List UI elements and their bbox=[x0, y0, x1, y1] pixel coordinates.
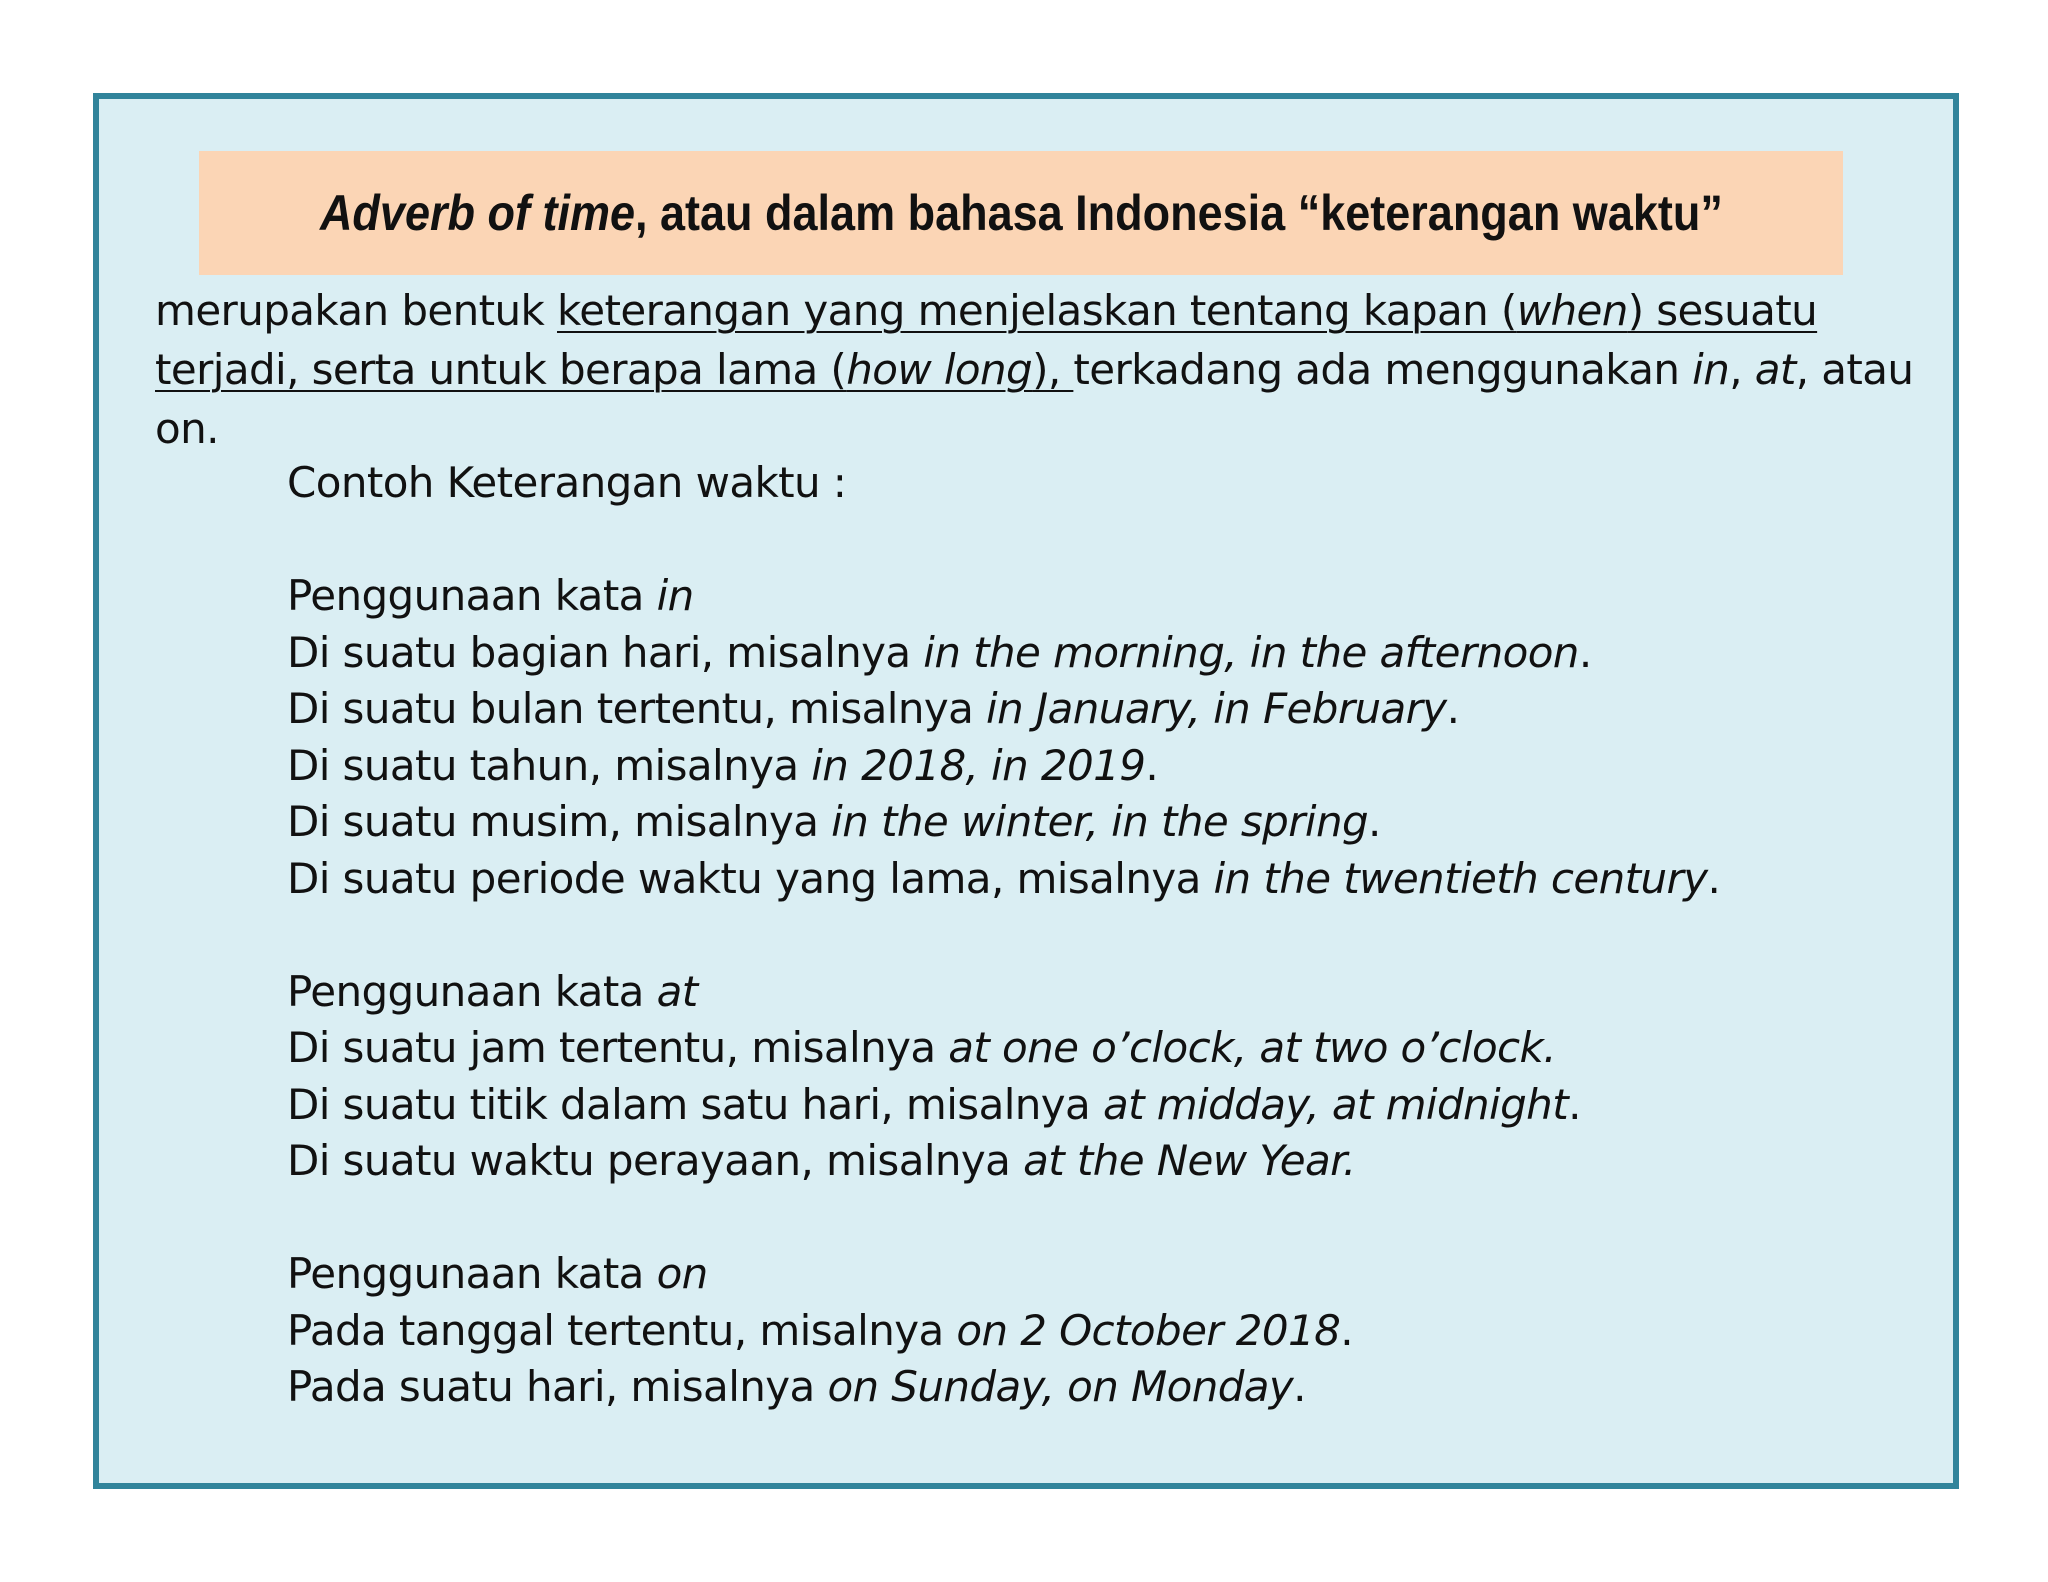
example-text: Di suatu jam tertentu, misalnya bbox=[287, 1023, 949, 1072]
example-end: . bbox=[1568, 1079, 1581, 1129]
spacer bbox=[287, 512, 1720, 569]
example-phrase: at the New Year. bbox=[1023, 1136, 1356, 1185]
title-rest: , atau dalam bahasa Indonesia “keterangan waktu” bbox=[634, 185, 1723, 241]
example-phrase: in the winter, in the spring bbox=[831, 797, 1369, 846]
example-text: Di suatu tahun, misalnya bbox=[287, 740, 812, 790]
definition-line-1 bbox=[155, 281, 1935, 340]
example-end: . bbox=[1145, 740, 1159, 790]
section-heading-in bbox=[287, 568, 1720, 625]
example-item bbox=[287, 1303, 1720, 1360]
section-keyword: in bbox=[656, 571, 694, 620]
definition-text: merupakan bentuk bbox=[155, 286, 558, 335]
definition-line-3: on. bbox=[155, 404, 219, 453]
definition-underlined-end: ) sesuatu bbox=[1627, 286, 1818, 335]
example-item bbox=[287, 1133, 1720, 1190]
definition-underlined-2 bbox=[155, 345, 1073, 394]
title-italic: Adverb of time bbox=[319, 185, 635, 241]
section-keyword: at bbox=[656, 966, 698, 1016]
definition-line-2 bbox=[155, 340, 1935, 399]
example-end: . bbox=[1293, 1362, 1306, 1411]
definition-underlined-text: keterangan yang menjelaskan tentang kapan ( bbox=[557, 286, 1517, 335]
definition-underlined-text: terjadi, serta untuk berapa lama ( bbox=[155, 345, 847, 394]
definition-italic-at: at bbox=[1754, 345, 1796, 394]
section-heading-text: Penggunaan kata bbox=[287, 571, 657, 620]
example-item bbox=[287, 794, 1720, 851]
example-end: . bbox=[1446, 684, 1460, 733]
example-item bbox=[287, 1359, 1720, 1416]
example-phrase: on Sunday, on Monday bbox=[827, 1362, 1294, 1411]
definition-text: terkadang ada menggunakan bbox=[1073, 345, 1693, 394]
section-heading-text: Penggunaan kata bbox=[287, 966, 657, 1016]
definition-comma: , bbox=[1729, 345, 1755, 394]
example-text: Di suatu titik dalam satu hari, misalnya bbox=[287, 1079, 1103, 1129]
example-item bbox=[287, 851, 1720, 908]
example-item bbox=[287, 1077, 1720, 1134]
section-keyword: on bbox=[656, 1249, 708, 1298]
definition-paragraph bbox=[155, 281, 1935, 458]
example-end: . bbox=[1368, 797, 1381, 846]
example-end: . bbox=[1578, 627, 1592, 677]
examples-list bbox=[287, 455, 1720, 1416]
definition-text: , atau bbox=[1795, 345, 1914, 394]
section-heading-text: Penggunaan kata bbox=[287, 1249, 657, 1298]
example-phrase: in January, in February bbox=[986, 684, 1447, 733]
example-item bbox=[287, 1020, 1720, 1077]
example-end: . bbox=[1707, 853, 1721, 903]
example-item bbox=[287, 625, 1720, 682]
example-phrase: in the twentieth century bbox=[1213, 853, 1708, 903]
example-phrase: at one o’clock, at two o’clock. bbox=[948, 1023, 1557, 1072]
example-text: Di suatu musim, misalnya bbox=[287, 797, 832, 846]
example-phrase: in the morning, in the afternoon bbox=[923, 627, 1579, 677]
example-text: Pada tanggal tertentu, misalnya bbox=[287, 1305, 957, 1355]
section-heading-on bbox=[287, 1246, 1720, 1303]
example-text: Di suatu waktu perayaan, misalnya bbox=[287, 1136, 1024, 1185]
example-text: Pada suatu hari, misalnya bbox=[287, 1362, 828, 1411]
definition-italic-when: when bbox=[1516, 286, 1628, 335]
example-phrase: in 2018, in 2019 bbox=[811, 740, 1146, 790]
page-title bbox=[320, 184, 1723, 242]
example-text: Di suatu periode waktu yang lama, misalnya bbox=[287, 853, 1214, 903]
example-phrase: on 2 October 2018 bbox=[956, 1305, 1341, 1355]
spacer bbox=[287, 1190, 1720, 1247]
example-phrase: at midday, at midnight bbox=[1102, 1079, 1569, 1129]
definition-underlined-1 bbox=[557, 286, 1817, 335]
example-item bbox=[287, 738, 1720, 795]
title-banner bbox=[199, 151, 1843, 275]
examples-heading: Contoh Keterangan waktu : bbox=[287, 458, 847, 507]
content-frame bbox=[93, 93, 1959, 1489]
spacer bbox=[287, 907, 1720, 964]
example-end: . bbox=[1340, 1305, 1353, 1355]
definition-underlined-end: ), bbox=[1032, 345, 1074, 394]
example-text: Di suatu bulan tertentu, misalnya bbox=[287, 684, 987, 733]
example-item bbox=[287, 681, 1720, 738]
example-text: Di suatu bagian hari, misalnya bbox=[287, 627, 924, 677]
section-heading-at bbox=[287, 964, 1720, 1021]
definition-italic-how-long: how long bbox=[846, 345, 1033, 394]
definition-italic-in: in bbox=[1692, 345, 1730, 394]
